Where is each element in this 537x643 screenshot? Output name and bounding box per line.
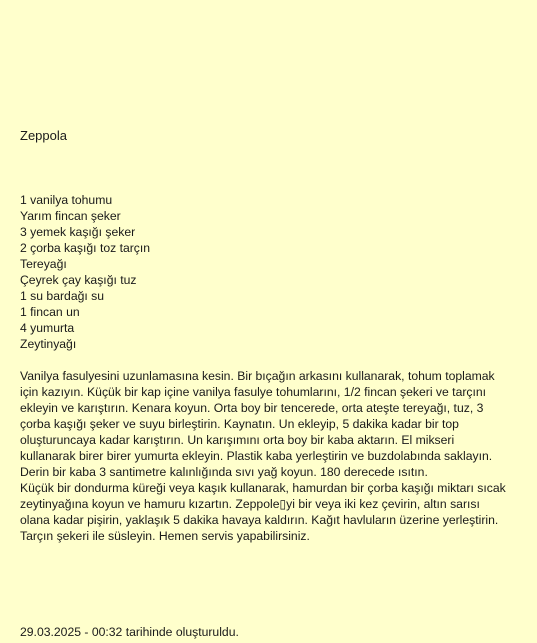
instruction-paragraph: Küçük bir dondurma küreği veya kaşık kullanarak, hamurdan bir çorba kaşığı miktarı sıcak zeytinyağına koyun ve hamuru kızartın. Zeppole▯yi bir veya iki kez çevirin, altın sarısı olana kadar pişirin, yaklaşık 5 dakika havaya kaldırın. Kağıt havluların üzerine yerleştirin. <box>20 481 506 527</box>
ingredient-item: 1 vanilya tohumu <box>20 193 113 207</box>
recipe-title: Zeppola <box>20 128 67 143</box>
ingredient-item: 1 su bardağı su <box>20 289 105 303</box>
ingredient-item: 1 fincan un <box>20 305 80 319</box>
ingredient-item: 2 çorba kaşığı toz tarçın <box>20 241 151 255</box>
ingredient-item: 4 yumurta <box>20 321 75 335</box>
ingredient-item: 3 yemek kaşığı şeker <box>20 225 136 239</box>
instruction-paragraph: Vanilya fasulyesini uzunlamasına kesin. Bir bıçağın arkasını kullanarak, tohum toplamak için kazıyın. Küçük bir kap içine vanilya fasulye tohumlarını, 1/2 fincan şekeri ve tarçını ekleyin ve karıştırın. Kenara koyun. Orta boy bir tencerede, orta ateşte tereyağı, tuz, 3 çorba kaşığı şeker ve suyu birleştirin. Kaynatın. Un ekleyip, 5 dakika kadar bir top oluşturuncaya kadar karıştırın. Un karışımını orta boy bir kaba aktarın. El mikseri kullanarak birer birer yumurta ekleyin. Plastik kaba yerleştirin ve buzdolabında saklayın. <box>20 369 495 463</box>
instructions <box>20 368 506 544</box>
instruction-paragraph: Derin bir kaba 3 santimetre kalınlığında sıvı yağ koyun. 180 derecede ısıtın. <box>20 465 428 479</box>
ingredient-list <box>20 192 150 352</box>
instruction-paragraph: Tarçın şekeri ile süsleyin. Hemen servis yapabilirsiniz. <box>20 529 310 543</box>
created-timestamp: 29.03.2025 - 00:32 tarihinde oluşturuldu. <box>20 625 239 639</box>
ingredient-item: Tereyağı <box>20 257 67 271</box>
ingredient-item: Zeytinyağı <box>20 337 77 351</box>
ingredient-item: Çeyrek çay kaşığı tuz <box>20 273 137 287</box>
ingredient-item: Yarım fincan şeker <box>20 209 121 223</box>
